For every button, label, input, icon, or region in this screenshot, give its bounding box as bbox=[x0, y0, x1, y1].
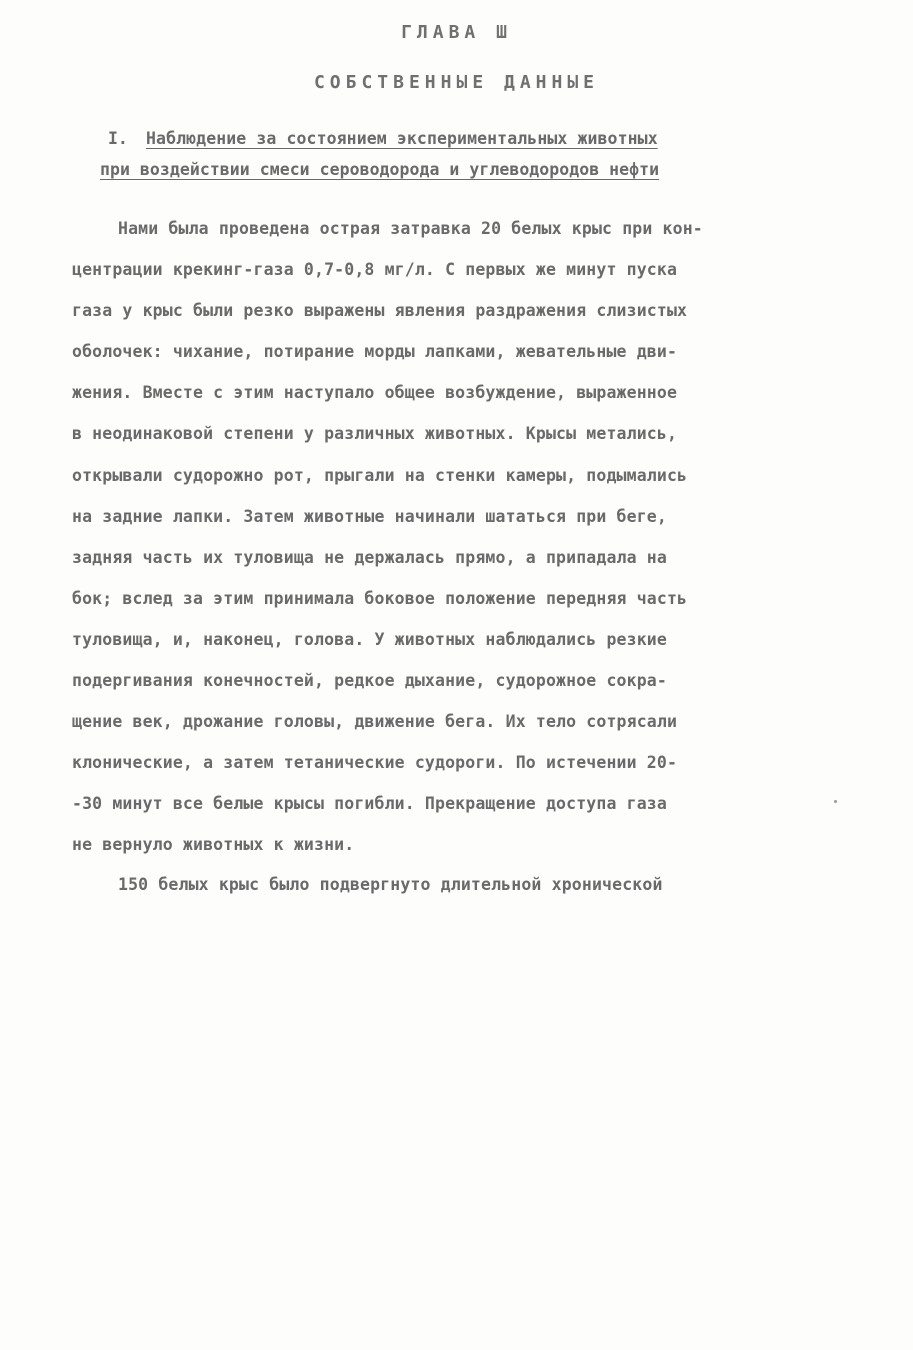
text-line: туловища, и, наконец, голова. У животных наблюдались резкие bbox=[72, 629, 667, 649]
chapter-heading: ГЛАВА Ш bbox=[401, 22, 512, 43]
subsection-number: I. bbox=[108, 129, 128, 148]
text-line: не вернуло животных к жизни. bbox=[72, 835, 355, 855]
text-line: в неодинаковой степени у различных животных. Крысы метались, bbox=[72, 424, 678, 444]
text-line: Нами была проведена острая затравка 20 белых крыс при кон- bbox=[118, 219, 703, 238]
text-line: -30 минут все белые крысы погибли. Прекращение доступа газа bbox=[72, 794, 667, 814]
text-line: бок; вслед за этим принимала боковое положение передняя часть bbox=[72, 588, 688, 608]
subsection-title-line: Наблюдение за состоянием экспериментальных животных bbox=[146, 129, 658, 148]
text-line: газа у крыс были резко выражены явления раздражения слизистых bbox=[72, 301, 688, 321]
text-line: клонические, а затем тетанические судороги. По истечении 20- bbox=[72, 753, 678, 773]
paragraph-1 bbox=[72, 214, 842, 872]
text-line: задняя часть их туловища не держалась прямо, а припадала на bbox=[72, 547, 667, 567]
section-heading: СОБСТВЕННЫЕ ДАННЫЕ bbox=[313, 72, 600, 93]
text-line: жения. Вместе с этим наступало общее возбуждение, выраженное bbox=[72, 383, 678, 403]
text-line: на задние лапки. Затем животные начинали шататься при беге, bbox=[72, 506, 667, 526]
text-line: открывали судорожно рот, прыгали на стенки камеры, подымались bbox=[72, 465, 688, 485]
text-line: оболочек: чихание, потирание морды лапками, жевательные дви- bbox=[72, 342, 678, 362]
text-line: центрации крекинг-газа 0,7-0,8 мг/л. С первых же минут пуска bbox=[72, 260, 678, 280]
text-line: щение век, дрожание головы, движение бега. Их тело сотрясали bbox=[72, 712, 678, 732]
scan-speck bbox=[834, 800, 837, 803]
paragraph-2: 150 белых крыс было подвергнуто длительной хронической bbox=[118, 875, 663, 894]
text-line: подергивания конечностей, редкое дыхание, судорожное сокра- bbox=[72, 671, 667, 691]
subsection-title-line: при воздействии смеси сероводорода и углеводородов нефти bbox=[100, 160, 660, 179]
